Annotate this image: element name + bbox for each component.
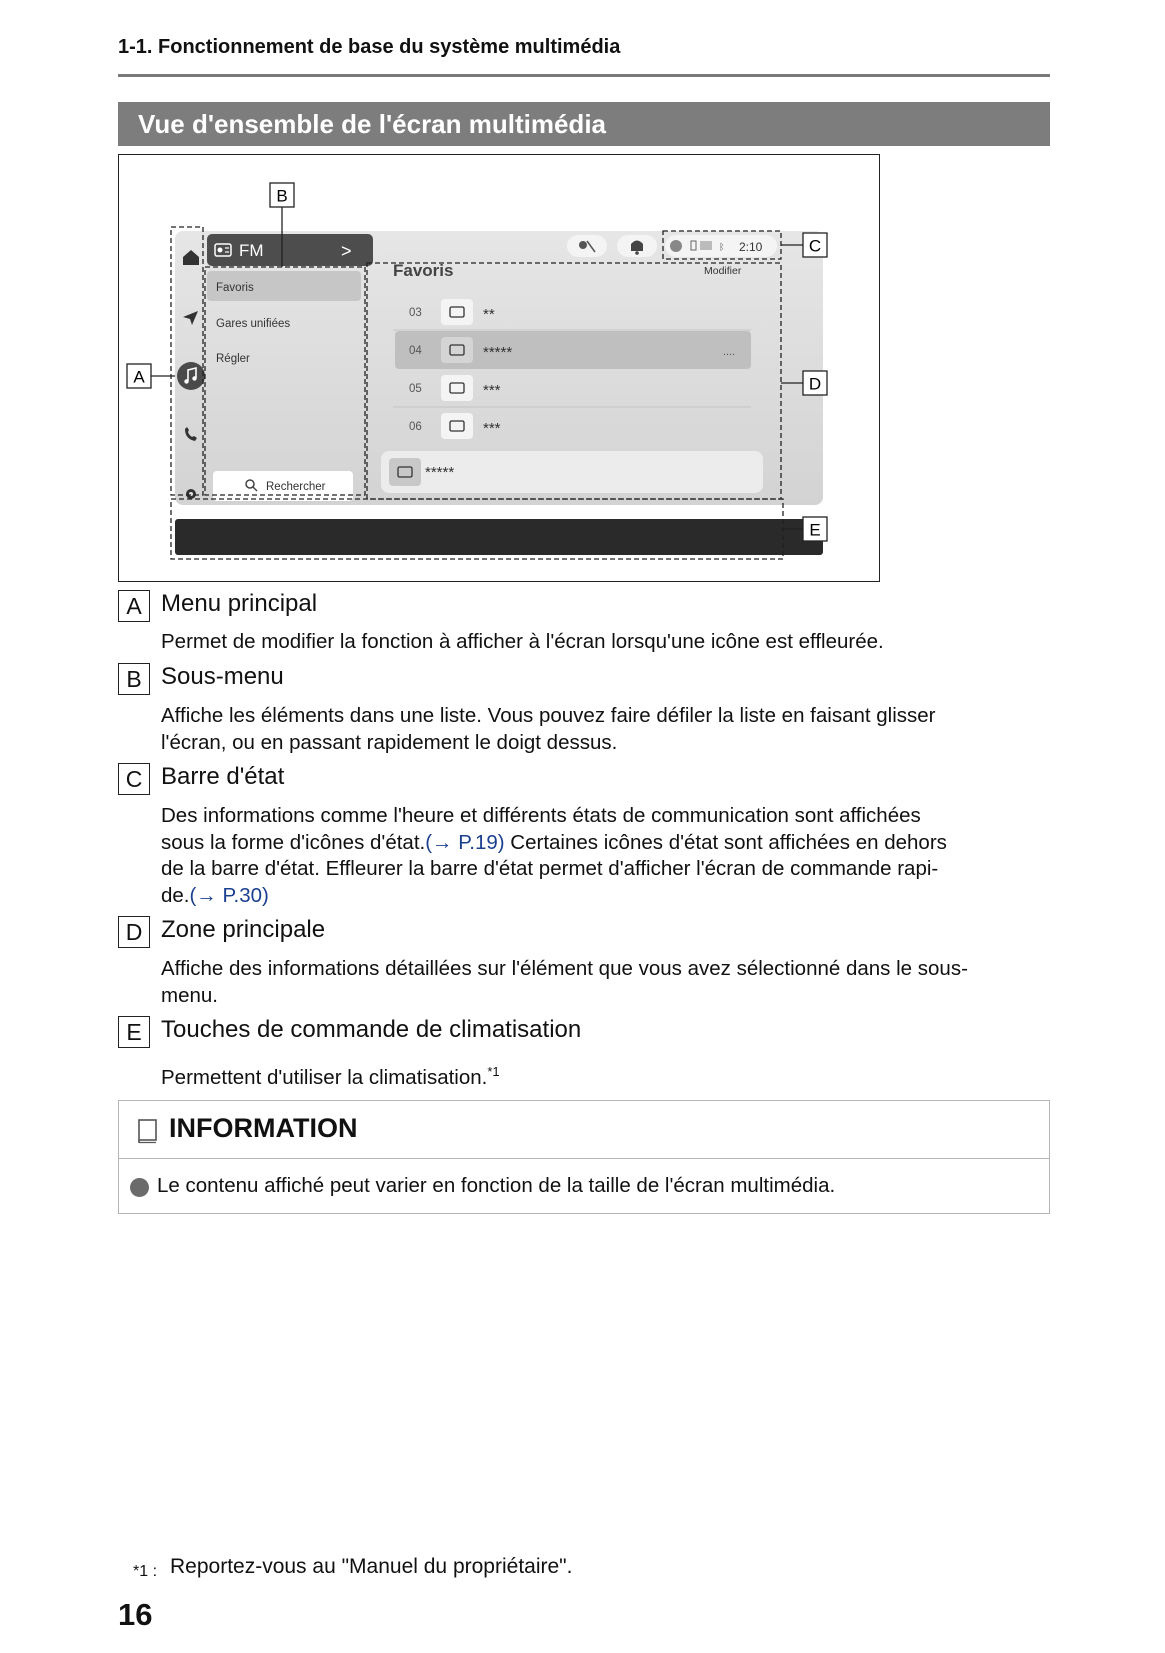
- item-desc-d: [161, 956, 968, 1009]
- item-desc-a: [161, 629, 884, 656]
- information-header: [119, 1101, 1049, 1159]
- preset-name: **: [483, 306, 495, 323]
- item-title-a: Menu principal: [161, 590, 318, 617]
- signal-icon: [700, 241, 712, 250]
- radio-icon: [441, 413, 473, 439]
- bullet-icon: [130, 1178, 149, 1197]
- header-divider: [118, 74, 1050, 77]
- information-text: Le contenu affiché peut varier en fonction de la taille de l'écran multimédia.: [157, 1174, 836, 1197]
- submenu-item-favoris: Favoris: [216, 282, 254, 294]
- more-options-icon: ....: [723, 346, 736, 358]
- preset-name: *****: [483, 344, 513, 361]
- preset-number: 03: [409, 307, 422, 319]
- page-link-p19[interactable]: (→ P.19): [425, 830, 505, 854]
- screen-overview-figure: [118, 154, 880, 582]
- radio-icon: [441, 337, 473, 363]
- preset-number: 04: [409, 345, 422, 357]
- desc-line: menu.: [161, 983, 218, 1007]
- search-label: Rechercher: [266, 481, 326, 493]
- item-desc-e: Permettent d'utiliser la climatisation.$^{*1}$: [161, 1064, 500, 1089]
- preset-number: 05: [409, 383, 422, 395]
- voice-off-icon: [567, 235, 607, 257]
- status-time: 2:10: [739, 240, 763, 254]
- footnote-ref: *1: [487, 1064, 500, 1079]
- now-playing-name: *****: [425, 464, 455, 481]
- source-label: FM: [239, 241, 264, 260]
- radio-icon: [441, 299, 473, 325]
- preset-name: ***: [483, 420, 501, 437]
- desc-line: Affiche des informations détaillées sur l'élément que vous avez sélectionné dans le sous-: [161, 957, 968, 980]
- page-link-p30[interactable]: (→ P.30): [189, 883, 269, 907]
- multimedia-screen-diagram: [119, 155, 881, 583]
- item-desc-c: [161, 803, 947, 909]
- section-title: Vue d'ensemble de l'écran multimédia: [118, 102, 1050, 146]
- desc-line: Affiche les éléments dans une liste. Vous pouvez faire défiler la liste en faisant glisser: [161, 704, 936, 727]
- submenu-item-regler: Régler: [216, 353, 250, 365]
- footnote-mark: *1 :: [133, 1563, 158, 1580]
- desc-line: Permet de modifier la fonction à afficher à l'écran lorsqu'une icône est effleurée.: [161, 630, 884, 653]
- desc-line: Des informations comme l'heure et différents états de communication sont affichées: [161, 804, 921, 827]
- chevron-right-icon: >: [341, 241, 352, 261]
- item-letter-c: C: [118, 763, 150, 795]
- main-title: Favoris: [393, 261, 454, 280]
- preset-row-selected: [395, 331, 751, 369]
- svg-text:D: D: [808, 374, 822, 394]
- item-letter-e: E: [118, 1016, 150, 1048]
- svg-text:A: A: [133, 367, 145, 387]
- item-title-e: Touches de commande de climatisation: [161, 1016, 582, 1043]
- item-title-c: Barre d'état: [161, 763, 285, 790]
- item-title-b: Sous-menu: [161, 663, 284, 690]
- section-header: 1-1. Fonctionnement de base du système multimédia: [118, 36, 621, 58]
- profile-icon: [670, 240, 682, 252]
- edit-label: Modifier: [704, 265, 742, 277]
- footnote-text: Reportez-vous au "Manuel du propriétaire".: [170, 1555, 573, 1578]
- radio-icon: [441, 375, 473, 401]
- desc-line: de.(→ P.30): [161, 883, 269, 907]
- desc-line: sous la forme d'icônes d'état.(→ P.19) Certaines icônes d'état sont affichées en dehors: [161, 830, 947, 854]
- submenu-item-gares: Gares unifiées: [216, 318, 291, 330]
- item-title-d: Zone principale: [161, 916, 326, 943]
- preset-name: ***: [483, 382, 501, 399]
- book-icon: [137, 1118, 159, 1144]
- item-letter-a: A: [118, 590, 150, 622]
- information-box: [118, 1100, 1050, 1214]
- item-letter-d: D: [118, 916, 150, 948]
- svg-text:B: B: [276, 186, 288, 206]
- item-desc-b: [161, 703, 936, 756]
- svg-text:C: C: [808, 236, 822, 256]
- bluetooth-icon: ᛒ: [719, 242, 725, 252]
- desc-line: de la barre d'état. Effleurer la barre d'état permet d'afficher l'écran de commande rapi-: [161, 857, 939, 880]
- information-title: INFORMATION: [169, 1113, 358, 1143]
- music-icon: [177, 362, 205, 390]
- preset-number: 06: [409, 421, 422, 433]
- climate-control-bar: [175, 519, 823, 555]
- page-number: 16: [118, 1597, 153, 1632]
- item-letter-b: B: [118, 663, 150, 695]
- svg-text:E: E: [809, 520, 821, 540]
- desc-line: l'écran, ou en passant rapidement le doigt dessus.: [161, 730, 618, 754]
- radio-icon: [389, 458, 421, 486]
